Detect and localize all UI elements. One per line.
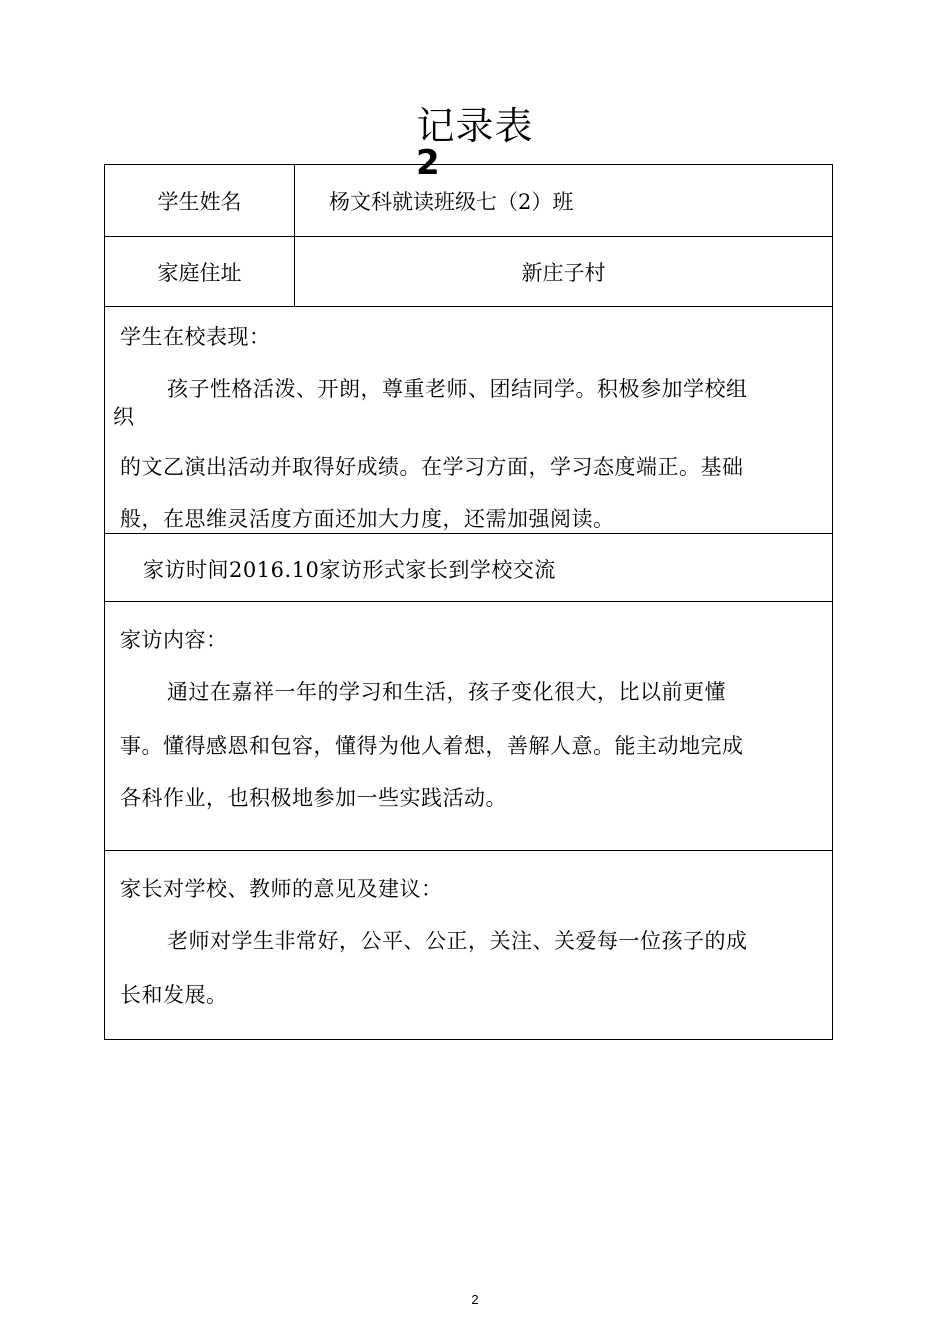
student-name-label: 学生姓名 <box>105 165 295 236</box>
visit-content-line: 事。懂得感恩和包容，懂得为他人着想，善解人意。能主动地完成 <box>120 734 744 758</box>
visit-content-heading: 家访内容： <box>120 628 228 652</box>
performance-line: 般，在思维灵活度方面还加大力度，还需加强阅读。 <box>120 507 615 531</box>
title-overflow-digit: 2 <box>416 143 440 183</box>
student-name-value: 杨文科就读班级七（2）班 <box>329 189 574 214</box>
page-number: 2 <box>471 1292 479 1307</box>
visit-content-line: 通过在嘉祥一年的学习和生活，孩子变化很大，比以前更懂 <box>167 680 726 704</box>
performance-line: 织 <box>113 405 135 429</box>
home-address-label: 家庭住址 <box>105 237 295 306</box>
performance-heading: 学生在校表现： <box>120 325 271 349</box>
performance-line: 的文乙演出活动并取得好成绩。在学习方面，学习态度端正。基础 <box>120 455 744 479</box>
home-address-value: 新庄子村 <box>521 260 606 285</box>
visit-time-row <box>105 534 832 602</box>
student-name-row <box>105 165 832 237</box>
parent-opinion-line: 长和发展。 <box>120 983 228 1007</box>
visit-content-section <box>105 602 832 851</box>
record-table <box>104 164 833 1040</box>
visit-content-line: 各科作业，也积极地参加一些实践活动。 <box>120 786 507 810</box>
home-address-row <box>105 237 832 307</box>
performance-line: 孩子性格活泼、开朗，尊重老师、团结同学。积极参加学校组 <box>167 377 748 401</box>
parent-opinion-section <box>105 851 832 1039</box>
parent-opinion-heading: 家长对学校、教师的意见及建议： <box>120 877 443 901</box>
parent-opinion-line: 老师对学生非常好，公平、公正，关注、关爱每一位孩子的成 <box>167 929 748 953</box>
visit-time-text: 家访时间2016.10家访形式家长到学校交流 <box>143 558 556 582</box>
page-title: 记录表 <box>416 104 534 148</box>
performance-section <box>105 307 832 534</box>
